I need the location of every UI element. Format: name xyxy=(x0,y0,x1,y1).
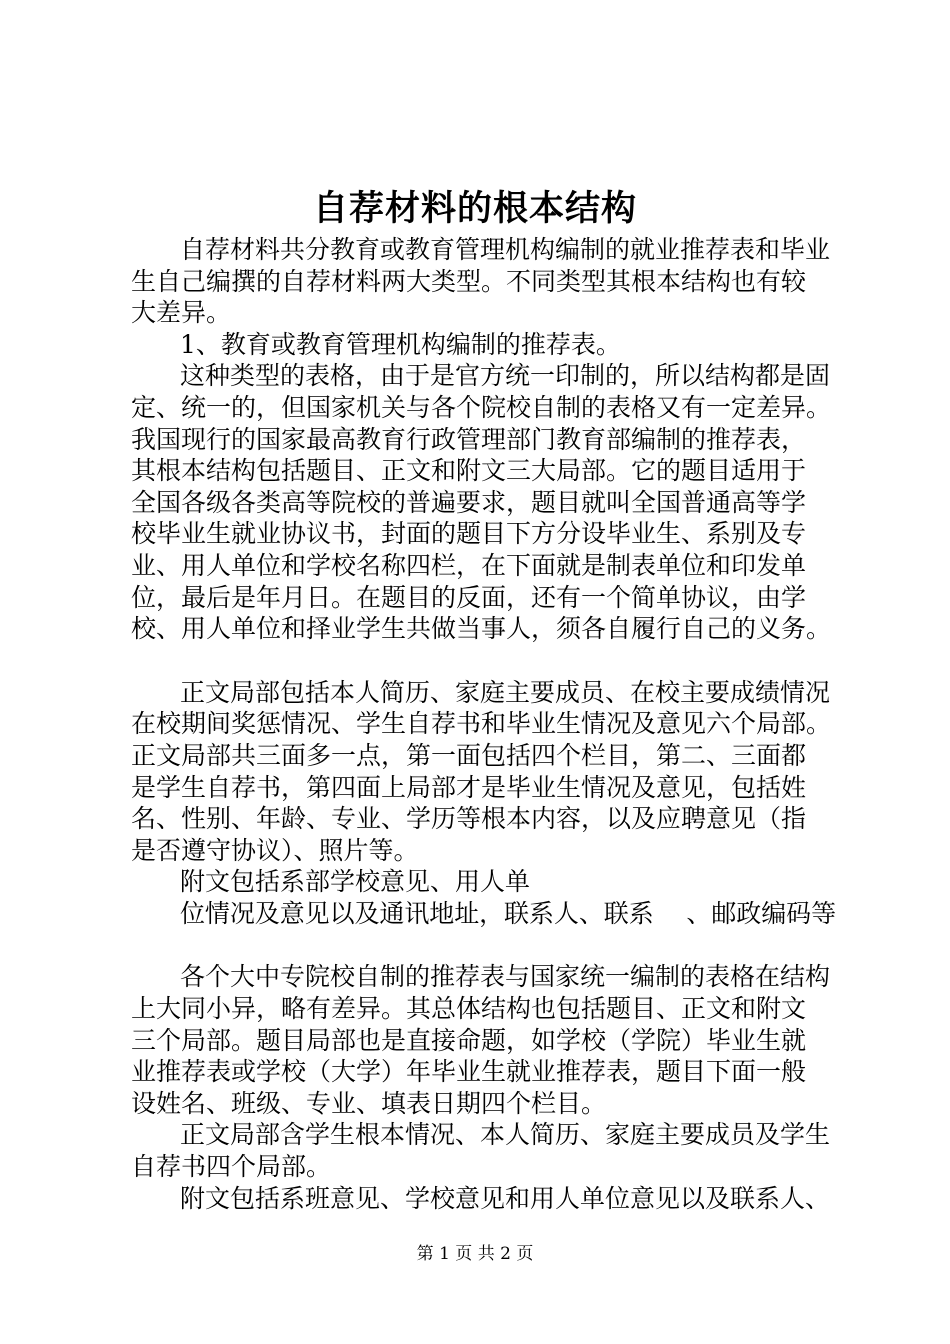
section-heading: 1、教育或教育管理机构编制的推荐表。 xyxy=(180,329,621,359)
paragraph-line: 正文局部含学生根本情况、本人简历、家庭主要成员及学生 xyxy=(180,1120,831,1150)
paragraph-line: 是学生自荐书，第四面上局部才是毕业生情况及意见，包括姓 xyxy=(131,772,807,802)
paragraph-line: 定、统一的，但国家机关与各个院校自制的表格又有一定差异。 xyxy=(131,392,832,422)
paragraph-line: 上大同小异，略有差异。其总体结构也包括题目、正文和附文 xyxy=(131,994,807,1024)
paragraph-line: 大差异。 xyxy=(131,298,232,328)
document-body xyxy=(131,234,836,1214)
paragraph-line: 校、用人单位和择业学生共做当事人，须各自履行自己的义务。 xyxy=(131,614,832,644)
paragraph-line: 业、用人单位和学校名称四栏，在下面就是制表单位和印发单 xyxy=(131,550,807,580)
paragraph-line: 生自己编撰的自荐材料两大类型。不同类型其根本结构也有较 xyxy=(131,266,807,296)
paragraph-line: 是否遵守协议）、照片等。 xyxy=(131,835,419,865)
paragraph-line: 设姓名、班级、专业、填表日期四个栏目。 xyxy=(131,1088,607,1118)
paragraph-line: 这种类型的表格，由于是官方统一印制的，所以结构都是固 xyxy=(180,361,831,391)
paragraph-line: 位，最后是年月日。在题目的反面，还有一个简单协议，由学 xyxy=(131,582,807,612)
paragraph-line: 校毕业生就业协议书，封面的题目下方分设毕业生、系别及专 xyxy=(131,519,807,549)
paragraph-line: 业推荐表或学校（大学）年毕业生就业推荐表，题目下面一般 xyxy=(131,1057,807,1087)
paragraph-line: 全国各级各类高等院校的普遍要求，题目就叫全国普通高等学 xyxy=(131,487,807,517)
paragraph-line: 附文包括系部学校意见、用人单 xyxy=(180,867,531,897)
paragraph-line: 自荐书四个局部。 xyxy=(131,1152,332,1182)
paragraph-line: 正文局部共三面多一点，第一面包括四个栏目，第二、三面都 xyxy=(131,740,807,770)
paragraph-line: 正文局部包括本人简历、家庭主要成员、在校主要成绩情况 xyxy=(180,677,831,707)
document-title: 自荐材料的根本结构 xyxy=(312,188,637,229)
paragraph-line: 各个大中专院校自制的推荐表与国家统一编制的表格在结构 xyxy=(180,962,831,992)
paragraph-gap xyxy=(131,929,836,961)
paragraph-line: 其根本结构包括题目、正文和附文三大局部。它的题目适用于 xyxy=(131,456,807,486)
paragraph-line: 附文包括系班意见、学校意见和用人单位意见以及联系人、 xyxy=(180,1183,831,1213)
paragraph-line: 名、性别、年龄、专业、学历等根本内容，以及应聘意见（指 xyxy=(131,804,807,834)
paragraph-gap xyxy=(131,645,836,677)
paragraph-line: 在校期间奖惩情况、学生自荐书和毕业生情况及意见六个局部。 xyxy=(131,709,832,739)
paragraph-line: 三个局部。题目局部也是直接命题，如学校（学院）毕业生就 xyxy=(131,1025,807,1055)
paragraph-line: 自荐材料共分教育或教育管理机构编制的就业推荐表和毕业 xyxy=(180,235,831,264)
paragraph-line: 我国现行的国家最高教育行政管理部门教育部编制的推荐表， xyxy=(131,424,807,454)
paragraph-line: 位情况及意见以及通讯地址，联系人、联系 、邮政编码等 xyxy=(180,898,836,928)
page-number-footer: 第 1 页 共 2 页 xyxy=(416,1244,534,1264)
